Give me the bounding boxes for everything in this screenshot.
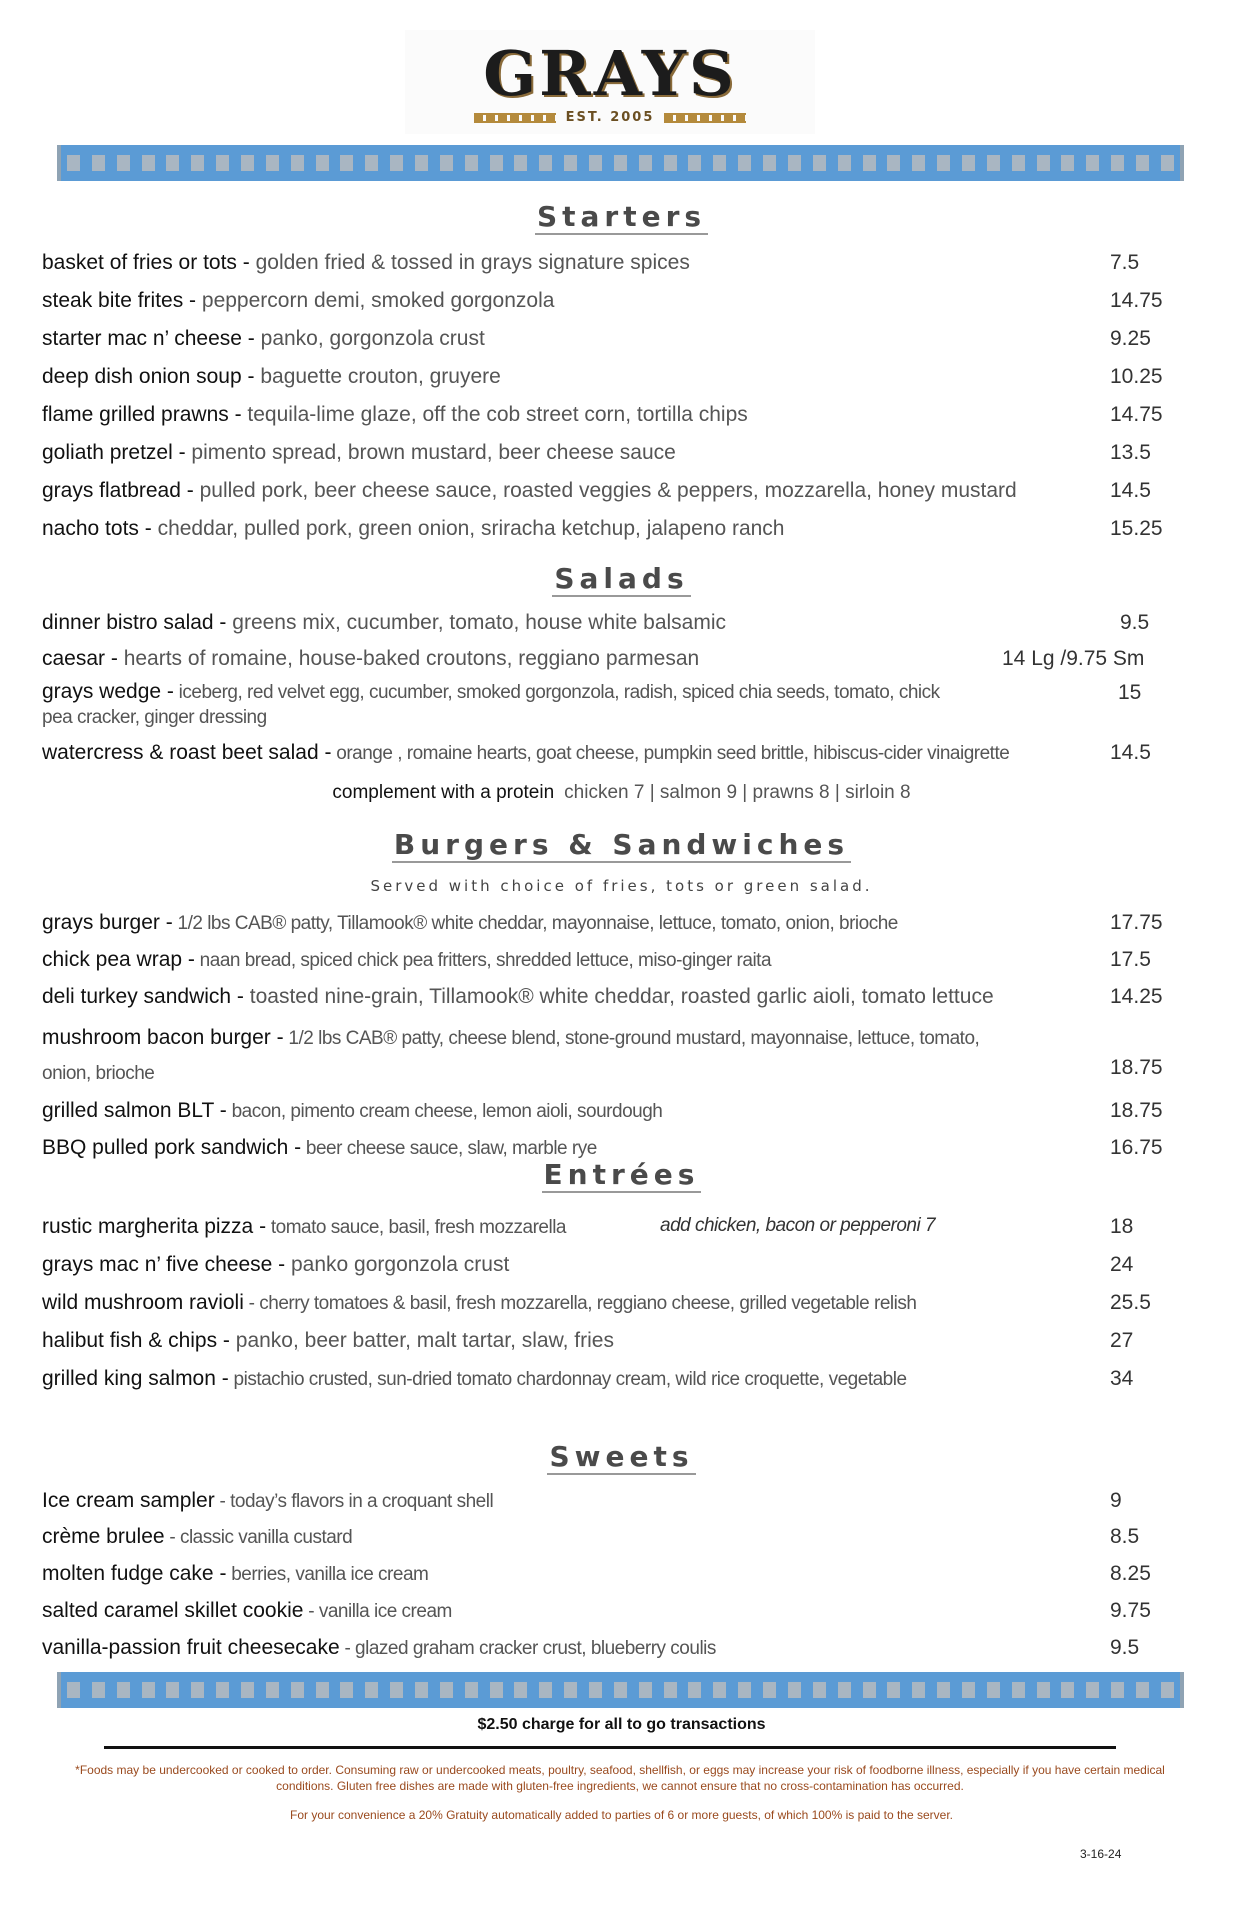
menu-item: wild mushroom ravioli - cherry tomatoes & basil, fresh mozzarella, reggiano cheese, grilled vegetable relish [42,1291,917,1314]
menu-item: rustic margherita pizza - tomato sauce, basil, fresh mozzarella [42,1215,566,1238]
section-title-starters: Starters [536,200,707,233]
decorative-square [1086,1682,1099,1698]
decorative-square [937,1682,950,1698]
decorative-square [465,155,478,171]
decorative-square [962,1682,975,1698]
decorative-square [688,1682,701,1698]
menu-item-price: 8.25 [1110,1562,1151,1585]
section-title-entrees: Entrées [543,1158,700,1191]
decorative-square [415,155,428,171]
decorative-square [887,1682,900,1698]
decorative-square [912,155,925,171]
decorative-square [937,155,950,171]
decorative-square [863,155,876,171]
decorative-square [92,155,105,171]
decorative-square [241,1682,254,1698]
decorative-square [166,155,179,171]
decorative-square [639,1682,652,1698]
menu-item: mushroom bacon burger - 1/2 lbs CAB® patty, cheese blend, stone-ground mustard, mayonnaise, lettuce, tomato, onion, brioche [42,1026,980,1084]
menu-item-price: 9 [1110,1489,1122,1512]
menu-item-price: 14.75 [1110,289,1163,312]
decorative-square [564,155,577,171]
menu-item: Ice cream sampler - today’s flavors in a croquant shell [42,1489,494,1512]
decorative-square [788,155,801,171]
decorative-square [316,1682,329,1698]
decorative-square [1111,1682,1124,1698]
menu-item-price: 14.75 [1110,403,1163,426]
pizza-addon-note: add chicken, bacon or pepperoni 7 [660,1215,936,1236]
decorative-square [813,1682,826,1698]
decorative-square [1136,155,1149,171]
decorative-square [142,155,155,171]
menu-item-price: 24 [1110,1253,1134,1276]
menu-date: 3-16-24 [1080,1847,1122,1861]
decorative-square [1061,1682,1074,1698]
menu-item-price: 7.5 [1110,251,1140,274]
decorative-square [987,155,1000,171]
burgers-served-note: Served with choice of fries, tots or green salad. [370,877,873,895]
menu-item: vanilla-passion fruit cheesecake - glazed graham cracker crust, blueberry coulis [42,1636,716,1659]
decorative-square [912,1682,925,1698]
decorative-square [1161,1682,1174,1698]
menu-item-price: 10.25 [1110,365,1163,388]
decorative-square [490,155,503,171]
decorative-square [142,1682,155,1698]
logo-est-text: EST. 2005 [565,110,655,125]
menu-item-price: 18.75 [1110,1056,1163,1079]
decorative-square [390,155,403,171]
decorative-square [664,1682,677,1698]
decorative-square [117,155,130,171]
menu-item: goliath pretzel - pimento spread, brown mustard, beer cheese sauce [42,441,676,464]
decorative-square [266,155,279,171]
decorative-square [713,155,726,171]
decorative-square [365,155,378,171]
menu-item-price: 9.25 [1110,327,1151,350]
decorative-square [1012,155,1025,171]
menu-item-price: 18 [1110,1215,1134,1238]
menu-item-price: 15 [1118,681,1142,704]
decorative-square [838,155,851,171]
decorative-square [1037,155,1050,171]
decorative-square [614,155,627,171]
menu-item: nacho tots - cheddar, pulled pork, green onion, sriracha ketchup, jalapeno ranch [42,517,785,540]
decorative-square [465,1682,478,1698]
menu-item: starter mac n’ cheese - panko, gorgonzola crust [42,327,485,350]
menu-item-price: 17.5 [1110,948,1151,971]
decorative-square [539,155,552,171]
decorative-square [614,1682,627,1698]
protein-addons [0,782,1243,804]
decorative-square [1061,155,1074,171]
decorative-square [1086,155,1099,171]
menu-item: chick pea wrap - naan bread, spiced chick pea fritters, shredded lettuce, miso-ginger raita [42,948,772,971]
decorative-square [838,1682,851,1698]
decorative-square [763,1682,776,1698]
decorative-square [166,1682,179,1698]
protein-options: chicken 7 | salmon 9 | prawns 8 | sirloin 8 [564,782,911,803]
decorative-square [241,155,254,171]
decorative-square [291,1682,304,1698]
decorative-square [738,1682,751,1698]
decorative-square [962,155,975,171]
decorative-bar-bottom [57,1672,1184,1708]
decorative-square [539,1682,552,1698]
gratuity-note: For your convenience a 20% Gratuity automatically added to parties of 6 or more guests, of which 100% is paid to the server. [289,1808,954,1822]
food-safety-disclaimer: *Foods may be undercooked or cooked to order. Consuming raw or undercooked meats, poultry, seafood, shellfish, or eggs may increase your risk of foodborne illness, especially if you have certain medical conditions. Gluten free dishes are made with gluten-free ingredients, we cannot ensure that no cross-contamination has occurred. [75,1763,1165,1793]
decorative-square [863,1682,876,1698]
menu-item: halibut fish & chips - panko, beer batter, malt tartar, slaw, fries [42,1329,614,1352]
decorative-square [589,155,602,171]
decorative-square [191,155,204,171]
decorative-square [440,1682,453,1698]
menu-item-price: 25.5 [1110,1291,1151,1314]
menu-item-price: 9.5 [1120,611,1150,634]
decorative-square [67,1682,80,1698]
decorative-square [763,155,776,171]
menu-item-price: 14.5 [1110,479,1151,502]
logo-established [405,110,815,125]
decorative-square [639,155,652,171]
menu-item: deep dish onion soup - baguette crouton, gruyere [42,365,501,388]
menu-item-price: 15.25 [1110,517,1163,540]
decorative-square [738,155,751,171]
decorative-bar-top [57,145,1184,181]
protein-label: complement with a protein [332,782,555,803]
menu-item-price: 17.75 [1110,911,1163,934]
menu-item: caesar - hearts of romaine, house-baked croutons, reggiano parmesan [42,647,700,670]
menu-item-price: 16.75 [1110,1136,1163,1159]
decorative-square [490,1682,503,1698]
menu-item: grays burger - 1/2 lbs CAB® patty, Tillamook® white cheddar, mayonnaise, lettuce, tomato, onion, brioche [42,911,898,934]
menu-item-price: 27 [1110,1329,1134,1352]
decorative-square [92,1682,105,1698]
decorative-square [813,155,826,171]
decorative-square [514,1682,527,1698]
decorative-square [390,1682,403,1698]
decorative-square [688,155,701,171]
logo-title: GRAYS [483,37,737,110]
decorative-square [589,1682,602,1698]
menu-item: grays flatbread - pulled pork, beer cheese sauce, roasted veggies & peppers, mozzarella, honey mustard [42,479,1017,502]
menu-item: steak bite frites - peppercorn demi, smoked gorgonzola [42,289,555,312]
menu-item-price: 13.5 [1110,441,1151,464]
decorative-square [664,155,677,171]
menu-item-price: 34 [1110,1367,1134,1390]
menu-item-price: 14.25 [1110,985,1163,1008]
menu-item: grilled king salmon - pistachio crusted, sun-dried tomato chardonnay cream, wild rice croquette, vegetable [42,1367,907,1390]
menu-item-price: 18.75 [1110,1099,1163,1122]
menu-item: salted caramel skillet cookie - vanilla ice cream [42,1599,452,1622]
menu-item-price: 14.5 [1110,741,1151,764]
menu-item-price: 9.5 [1110,1636,1140,1659]
menu-item: BBQ pulled pork sandwich - beer cheese sauce, slaw, marble rye [42,1136,597,1159]
decorative-square [1111,155,1124,171]
decorative-square [788,1682,801,1698]
decorative-square [340,155,353,171]
section-title-burgers: Burgers & Sandwiches [393,828,850,861]
decorative-square [365,1682,378,1698]
menu-item: grays wedge - iceberg, red velvet egg, cucumber, smoked gorgonzola, radish, spiced chia seeds, tomato, chick pea cracker, ginger dressing [42,680,940,728]
menu-item-price: 14 Lg /9.75 Sm [1002,647,1145,670]
decorative-square [67,155,80,171]
footer-divider [104,1746,1116,1749]
decorative-square [316,155,329,171]
menu-item: deli turkey sandwich - toasted nine-grain, Tillamook® white cheddar, roasted garlic aioli, tomato lettuce [42,985,994,1008]
decorative-square [887,155,900,171]
decorative-square [191,1682,204,1698]
menu-item: crème brulee - classic vanilla custard [42,1525,353,1548]
menu-item: flame grilled prawns - tequila-lime glaze, off the cob street corn, tortilla chips [42,403,748,426]
wheat-right-icon [664,113,746,123]
menu-item: grays mac n’ five cheese - panko gorgonzola crust [42,1253,510,1276]
decorative-square [266,1682,279,1698]
grays-logo [405,30,815,134]
decorative-square [216,155,229,171]
decorative-square [440,155,453,171]
decorative-square [1012,1682,1025,1698]
menu-item: dinner bistro salad - greens mix, cucumber, tomato, house white balsamic [42,611,726,634]
decorative-square [987,1682,1000,1698]
decorative-square [216,1682,229,1698]
decorative-square [514,155,527,171]
togo-charge-note: $2.50 charge for all to go transactions [477,1716,766,1733]
menu-item-price: 8.5 [1110,1525,1140,1548]
decorative-square [415,1682,428,1698]
decorative-square [117,1682,130,1698]
decorative-square [291,155,304,171]
menu-item: grilled salmon BLT - bacon, pimento cream cheese, lemon aioli, sourdough [42,1099,663,1122]
section-title-sweets: Sweets [549,1440,694,1473]
decorative-square [713,1682,726,1698]
menu-item-price: 9.75 [1110,1599,1151,1622]
menu-item: molten fudge cake - berries, vanilla ice cream [42,1562,429,1585]
menu-item: basket of fries or tots - golden fried & tossed in grays signature spices [42,251,690,274]
wheat-left-icon [474,113,556,123]
decorative-square [1136,1682,1149,1698]
decorative-square [1161,155,1174,171]
decorative-square [564,1682,577,1698]
section-title-salads: Salads [554,562,689,595]
decorative-square [1037,1682,1050,1698]
menu-item: watercress & roast beet salad - orange , romaine hearts, goat cheese, pumpkin seed brittle, hibiscus-cider vinaigrette [42,741,1010,764]
decorative-square [340,1682,353,1698]
